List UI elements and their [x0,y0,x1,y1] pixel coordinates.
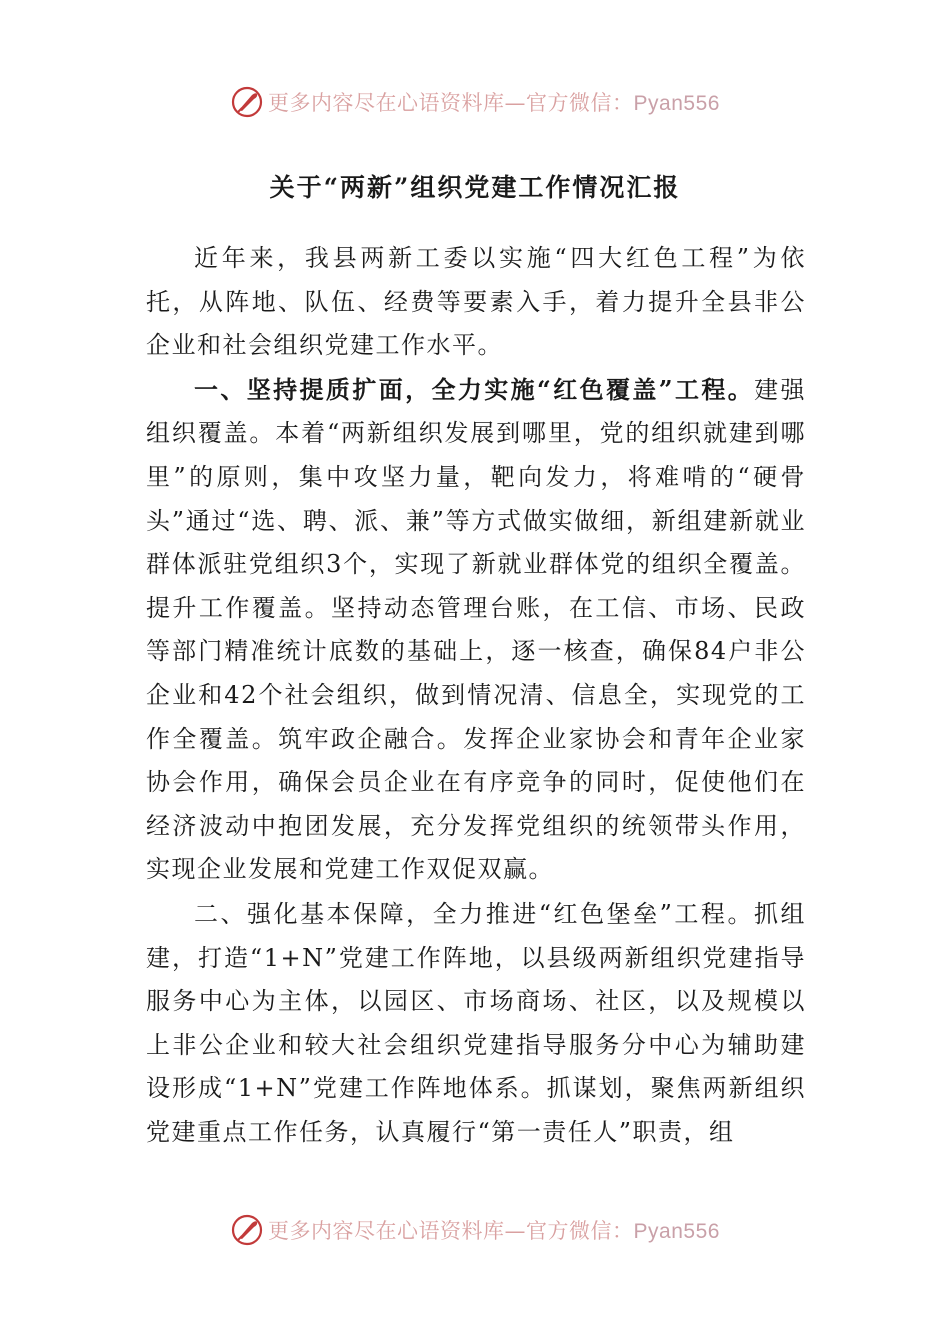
section-heading: 一、坚持提质扩面，全力实施“红色覆盖”工程。 [194,374,755,404]
quill-pen-icon [230,1213,264,1247]
watermark-header [0,82,950,122]
paragraph-section-two: 二、强化基本保障，全力推进“红色堡垒”工程。抓组建，打造“1+N”党建工作阵地，以县级两新组织党建指导服务中心为主体，以园区、市场商场、社区，以及规模以上非公企业和较大社会组织党建指导服务分中心为辅助建设形成“1+N”党建工作阵地体系。抓谋划，聚焦两新组织党建重点工作任务，认真履行“第一责任人”职责，组 [146,899,806,1146]
quill-pen-icon [230,85,264,119]
watermark-footer [0,1210,950,1250]
watermark-text: 更多内容尽在心语资料库—官方微信：Pyan556 [268,91,720,115]
paragraph-section-one: 一、坚持提质扩面，全力实施“红色覆盖”工程。建强组织覆盖。本着“两新组织发展到哪里，党的组织就建到哪里”的原则，集中攻坚力量，靶向发力，将难啃的“硬骨头”通过“选、聘、派、兼”等方式做实做细，新组建新就业群体派驻党组织3个，实现了新就业群体党的组织全覆盖。提升工作覆盖。坚持动态管理台账，在工信、市场、民政等部门精准统计底数的基础上，逐一核查，确保84户非公企业和42个社会组织，做到情况清、信息全，实现党的工作全覆盖。筑牢政企融合。发挥企业家协会和青年企业家协会作用，确保会员企业在有序竞争的同时，促使他们在经济波动中抱团发展，充分发挥党组织的统领带头作用，实现企业发展和党建工作双促双赢。 [146,374,807,884]
watermark-text: 更多内容尽在心语资料库—官方微信：Pyan556 [268,1219,720,1243]
paragraph-intro: 近年来，我县两新工委以实施“四大红色工程”为依托，从阵地、队伍、经费等要素入手，着力提升全县非公企业和社会组织党建工作水平。 [146,244,806,360]
document-body [146,236,806,1154]
document-title: 关于“两新”组织党建工作情况汇报 [269,173,681,202]
